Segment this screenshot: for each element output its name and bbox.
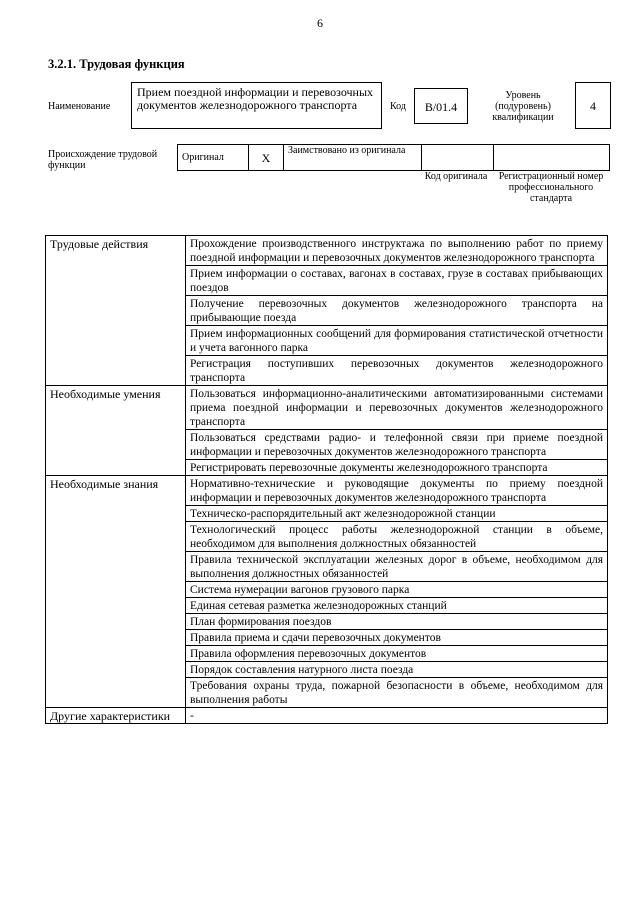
function-name: Прием поездной информации и перевозочных документов железнодорожного транспорта (131, 82, 382, 129)
function-table-body (46, 236, 608, 724)
page-number: 6 (317, 16, 323, 30)
row-item: Прохождение производственного инструктажа по выполнению работ по приему поездной информации и перевозочных документов железнодорожного транспорта (186, 236, 608, 266)
row-item: Получение перевозочных документов железнодорожного транспорта на прибывающие поезда (186, 296, 608, 326)
original-label: Оригинал (178, 145, 249, 171)
row-item: Техническо-распорядительный акт железнодорожной станции (186, 506, 608, 522)
original-mark: X (249, 145, 284, 171)
origin-label: Происхождение трудовой функции (48, 149, 158, 171)
row-item: Регистрация поступивших перевозочных документов железнодорожного транспорта (186, 356, 608, 386)
reg-number-cell (494, 145, 610, 171)
borrowed-label: Заимствовано из оригинала (284, 145, 422, 171)
row-item: Прием информации о составах, вагонах в составах, грузе в составах прибывающих поездов (186, 266, 608, 296)
row-item: Технологический процесс работы железнодорожной станции в объеме, необходимом для выполнения должностных обязанностей (186, 522, 608, 552)
row-item: Правила оформления перевозочных документов (186, 646, 608, 662)
row-category: Трудовые действия (46, 236, 186, 386)
code-original-caption: Код оригинала (424, 171, 488, 182)
origin-table (177, 144, 610, 171)
table-row (46, 708, 608, 724)
reg-number-caption: Регистрационный номер профессионального стандарта (498, 171, 604, 204)
row-item: Порядок составления натурного листа поезда (186, 662, 608, 678)
row-item: Нормативно-технические и руководящие документы по приему поездной информации и перевозочных документов железнодорожного транспорта (186, 476, 608, 506)
name-label: Наименование (48, 101, 111, 112)
row-item: План формирования поездов (186, 614, 608, 630)
table-row (46, 236, 608, 266)
row-item: Правила технической эксплуатации железных дорог в объеме, необходимом для выполнения должностных обязанностей (186, 552, 608, 582)
row-item: Единая сетевая разметка железнодорожных станций (186, 598, 608, 614)
table-row (46, 476, 608, 506)
code-label: Код (390, 101, 406, 112)
section-title: 3.2.1. Трудовая функция (48, 57, 185, 71)
code-original-cell (422, 145, 494, 171)
row-item: Система нумерации вагонов грузового парка (186, 582, 608, 598)
row-category: Необходимые умения (46, 386, 186, 476)
row-category: Необходимые знания (46, 476, 186, 708)
table-row (46, 386, 608, 430)
level-label: Уровень (подуровень) квалификации (492, 90, 554, 123)
row-item: Регистрировать перевозочные документы железнодорожного транспорта (186, 460, 608, 476)
code-value: B/01.4 (414, 88, 468, 124)
row-item: Требования охраны труда, пожарной безопасности в объеме, необходимом для выполнения работы (186, 678, 608, 708)
row-item: Прием информационных сообщений для формирования статистической отчетности и учета вагонного парка (186, 326, 608, 356)
level-value: 4 (575, 82, 611, 129)
row-item: - (186, 708, 608, 724)
row-item: Пользоваться средствами радио- и телефонной связи при приеме поездной информации и перевозочных документов железнодорожного транспорта (186, 430, 608, 460)
row-item: Правила приема и сдачи перевозочных документов (186, 630, 608, 646)
row-item: Пользоваться информационно-аналитическими автоматизированными системами приема поездной информации и перевозочных документов железнодорожного транспорта (186, 386, 608, 430)
function-table (45, 235, 608, 724)
row-category: Другие характеристики (46, 708, 186, 724)
